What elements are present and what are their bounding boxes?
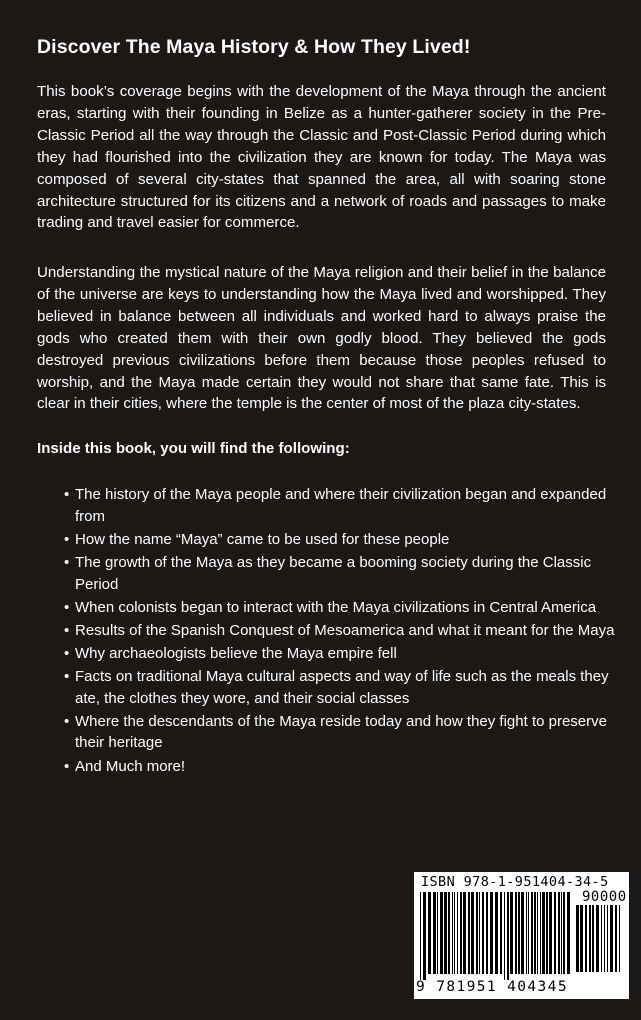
list-item-text: The history of the Maya people and where their civilization began and expanded from <box>75 486 607 525</box>
barcode-bar <box>585 905 587 972</box>
isbn-label: ISBN 978-1-951404-34-5 <box>421 874 609 890</box>
bullet-icon: • <box>64 644 70 662</box>
barcode-bar <box>521 892 524 974</box>
list-item-text: Where the descendants of the Maya reside today and how they fight to preserve their heritage <box>75 712 607 752</box>
barcode-bar <box>444 892 447 974</box>
list-item-text: Facts on traditional Maya cultural aspects and way of life such as the meals they ate, the clothes they wore, and their social classes <box>75 667 609 707</box>
barcode-bar <box>615 905 617 972</box>
list-item-text: When colonists began to interact with the Maya civilizations in Central America <box>75 598 597 616</box>
list-item <box>64 620 616 642</box>
barcode-bar <box>482 892 484 974</box>
barcode-bar <box>610 905 613 972</box>
barcode-bar <box>531 892 533 974</box>
list-item <box>64 597 616 619</box>
barcode-bar <box>604 905 605 972</box>
list-item-text: Results of the Spanish Conquest of Mesoamerica and what it meant for the Maya <box>75 621 615 639</box>
barcode-bar <box>457 892 458 974</box>
bullet-icon: • <box>64 712 70 730</box>
bullet-icon: • <box>64 667 70 685</box>
barcode-bar <box>540 892 541 974</box>
barcode-bar <box>428 892 431 974</box>
barcode-bar <box>515 892 517 974</box>
barcode-bar <box>546 892 548 974</box>
barcode-bar <box>454 892 455 974</box>
barcode-bar <box>518 892 520 974</box>
list-item <box>64 529 616 551</box>
feature-list <box>64 484 616 779</box>
barcode-bar <box>596 905 599 972</box>
headline: Discover The Maya History & How They Lived! <box>37 36 471 58</box>
barcode-bar <box>549 892 552 974</box>
barcode-bar <box>580 905 583 972</box>
barcode-bar <box>542 892 545 974</box>
barcode-bar <box>561 892 562 974</box>
barcode-bar <box>563 892 565 974</box>
barcode-bar <box>589 905 591 972</box>
barcode-bar <box>607 905 608 972</box>
list-item <box>64 552 616 595</box>
list-item-text: And Much more! <box>75 757 186 775</box>
barcode-bar <box>452 892 453 974</box>
barcode-bar <box>510 892 513 974</box>
list-item <box>64 643 616 665</box>
barcode-bar <box>423 892 426 980</box>
barcode-bar <box>495 892 498 974</box>
barcode-bar <box>592 905 594 972</box>
barcode-bar <box>440 892 443 974</box>
list-item <box>64 666 616 709</box>
barcode-bar <box>537 892 538 974</box>
barcode-bar <box>463 892 466 974</box>
list-item-text: The growth of the Maya as they became a booming society during the Classic Period <box>75 553 592 593</box>
barcode-bar <box>576 905 579 972</box>
bullet-icon: • <box>64 598 70 616</box>
description-paragraph-1: This book’s coverage begins with the development of the Maya through the ancient eras, starting with their founding in Belize as a hunter-gatherer society in the Pre-Classic Period all the way through the Classic and Post-Classic Period during which they had flourished into the civilization they are known for today. The Maya was composed of several city-states that spanned the area, all with soaring stone architecture structured for its citizens and a network of roads and passages to make trading and travel easier for commerce. <box>37 83 606 232</box>
barcode-bar <box>433 892 436 974</box>
isbn-barcode <box>414 872 629 999</box>
barcode-bar <box>507 892 509 980</box>
barcode-bar <box>437 892 438 974</box>
barcode-bar <box>554 892 556 974</box>
barcode-bar <box>448 892 450 974</box>
barcode-bar <box>558 892 560 974</box>
bullet-icon: • <box>64 530 70 548</box>
barcode-bar <box>504 892 505 980</box>
barcode-bar <box>476 892 478 974</box>
barcode-bar <box>500 892 502 974</box>
barcode-bar <box>460 892 462 974</box>
barcode-bar <box>534 892 536 974</box>
list-item-text: Why archaeologists believe the Maya empire fell <box>75 644 397 662</box>
barcode-bar <box>468 892 470 974</box>
barcode-bar <box>486 892 488 974</box>
list-item-text: How the name “Maya” came to be used for these people <box>75 530 450 548</box>
price-code: 90000 <box>582 889 627 905</box>
barcode-bar <box>420 892 421 980</box>
bullet-icon: • <box>64 486 70 503</box>
bullet-icon: • <box>64 621 70 639</box>
barcode-bar <box>619 905 620 972</box>
barcode-bar <box>479 892 480 974</box>
ean-barcode-bars <box>420 892 570 980</box>
addon-barcode-bars <box>576 905 622 978</box>
list-item <box>64 484 616 527</box>
barcode-bar <box>528 892 529 974</box>
barcode-bar <box>471 892 474 974</box>
bullet-icon: • <box>64 553 70 571</box>
ean-digits: 9 781951 404345 <box>416 979 568 995</box>
bullet-icon: • <box>64 757 70 775</box>
barcode-bar <box>490 892 493 974</box>
list-heading: Inside this book, you will find the following: <box>37 440 350 457</box>
list-item <box>64 756 616 778</box>
list-item <box>64 711 616 754</box>
barcode-bar <box>601 905 602 972</box>
barcode-bar <box>526 892 527 974</box>
description-paragraph-2: Understanding the mystical nature of the Maya religion and their belief in the balance of the universe are keys to understanding how the Maya lived and worshipped. They believed in balance between all individuals and worked hard to always praise the gods who created them with their own godly blood. They believed the gods destroyed previous civilizations before them because those peoples refused to worship, and the Maya made certain they would not share that same fate. This is clear in their cities, where the temple is the center of most of the plaza city-states. <box>37 264 606 413</box>
barcode-bar <box>567 892 570 974</box>
